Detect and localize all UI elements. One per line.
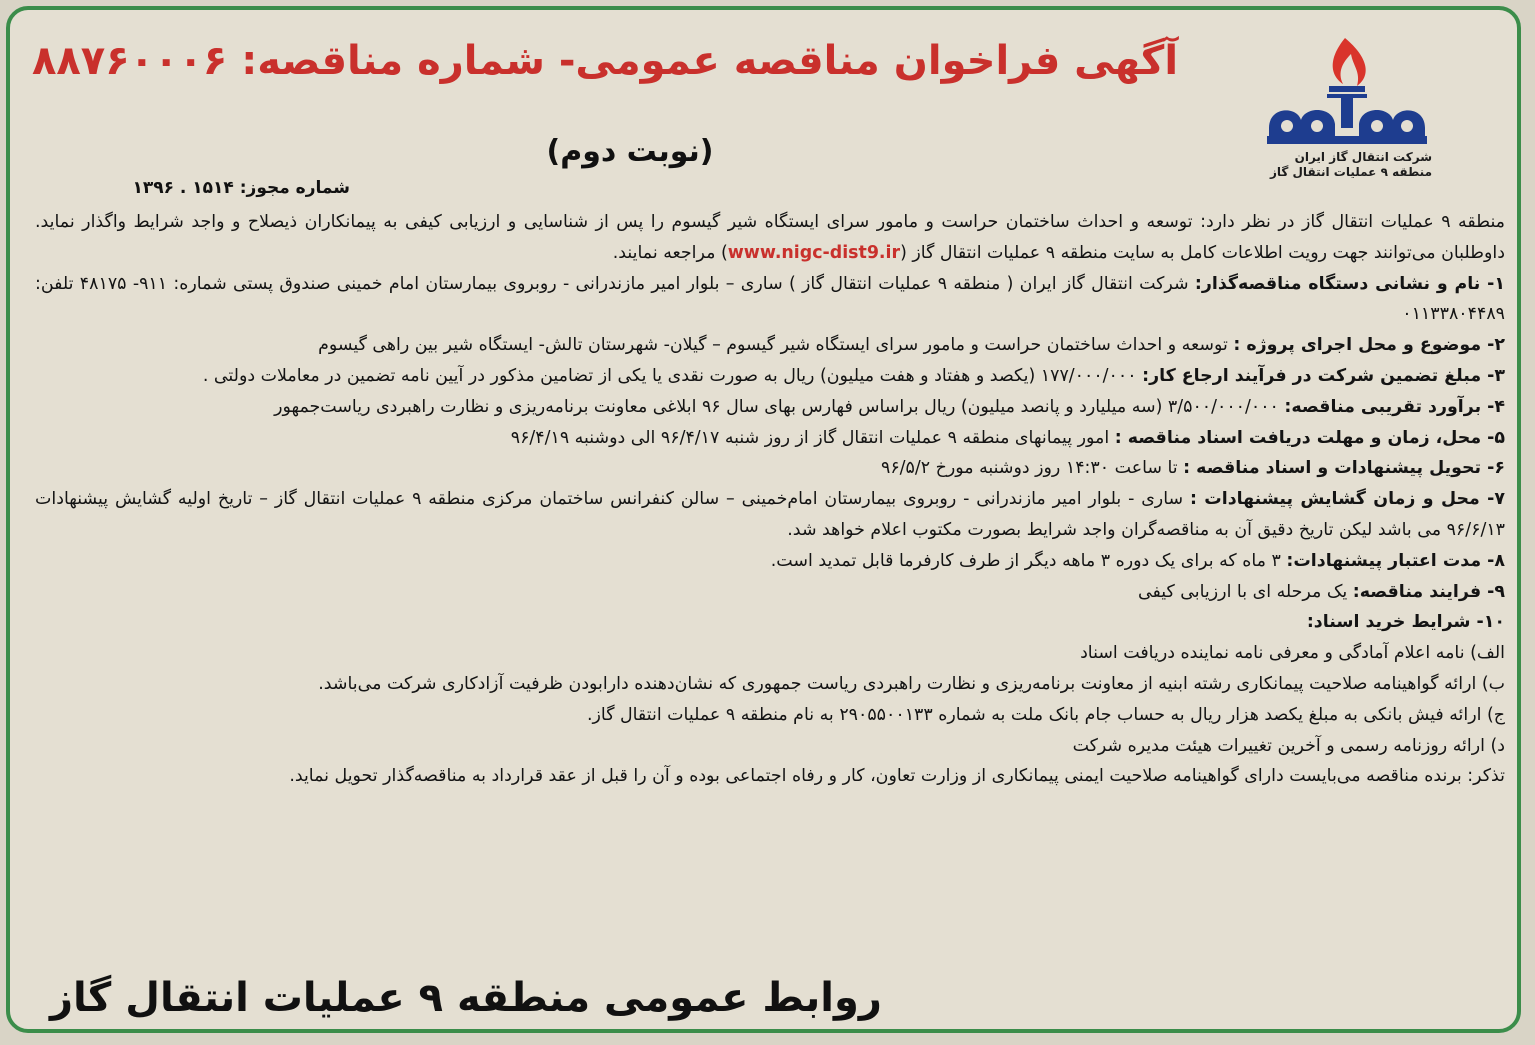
- intro-tail: ) مراجعه نمایند.: [612, 242, 728, 263]
- company-logo: [1252, 32, 1442, 202]
- item-6: [35, 453, 1505, 484]
- item-label: ۱- نام و نشانی دستگاه مناقصه‌گذار:: [1194, 273, 1505, 294]
- item-text: توسعه و احداث ساختمان حراست و مامور سرای ایستگاه شیر گیسوم – گیلان- شهرستان تالش- ایستگاه شیر بین راهی گیسوم: [318, 335, 1228, 356]
- item-label: ۹- فرایند مناقصه:: [1352, 581, 1505, 602]
- item-label: ۲- موضوع و محل اجرای پروژه :: [1233, 335, 1505, 356]
- item-label: ۸- مدت اعتبار پیشنهادات:: [1286, 550, 1505, 571]
- item-2: [35, 330, 1505, 361]
- intro-paragraph: [35, 207, 1505, 269]
- notice-round: (نوبت دوم): [546, 134, 714, 169]
- condition-d: د) ارائه روزنامه رسمی و آخرین تغییرات هیئت مدیره شرکت: [1072, 735, 1505, 756]
- logo-region-name: منطقه ۹ عملیات انتقال گاز: [1269, 165, 1432, 179]
- public-relations-signature: [50, 975, 950, 1021]
- item-5: [35, 423, 1505, 454]
- gas-company-logo-icon: [1257, 32, 1437, 150]
- item-text: ۳ ماه که برای یک دوره ۳ ماهه دیگر از طرف کارفرما قابل تمدید است.: [770, 550, 1281, 571]
- item-label: ۱۰- شرایط خرید اسناد:: [1306, 612, 1505, 633]
- website-link[interactable]: www.nigc-dist9.ir: [727, 242, 901, 263]
- intro-text: منطقه ۹ عملیات انتقال گاز در نظر دارد: توسعه و احداث ساختمان حراست و مامور سرای ایستگاه شیر گیسوم را پس از شناسایی و ارزیابی کیفی به پیمانکاران ذیصلاح و واجد شرایط واگذار نماید. داوطلبان می‌توانند جهت رویت اطلاعات کامل به سایت منطقه ۹ عملیات انتقال گاز (: [35, 212, 1506, 263]
- item-label: ۶- تحویل پیشنهادات و اسناد مناقصه :: [1183, 458, 1505, 479]
- item-7: [35, 484, 1505, 546]
- item-1: [35, 269, 1505, 331]
- item-label: ۷- محل و زمان گشایش پیشنهادات :: [1189, 489, 1505, 510]
- item-10: [35, 607, 1505, 638]
- footer-text: روابط عمومی منطقه ۹ عملیات انتقال گاز: [50, 975, 882, 1021]
- item-text: ۱۷۷/۰۰۰/۰۰۰ (یکصد و هفتاد و هفت میلیون) ریال به صورت نقدی یا یکی از تضامین مذکور در آیین نامه تضمین در معاملات دولتی .: [202, 365, 1137, 386]
- logo-company-name: شرکت انتقال گاز ایران: [1294, 150, 1432, 164]
- notice-body: [35, 207, 1505, 792]
- condition-b: ب) ارائه گواهینامه صلاحیت پیمانکاری رشته ابنیه از معاونت برنامه‌ریزی و نظارت راهبردی ریاست جمهوری که نشان‌دهنده دارابودن ظرفیت آزادکاری شرکت می‌باشد.: [318, 673, 1505, 694]
- item-9: [35, 577, 1505, 608]
- item-text: یک مرحله ای با ارزیابی کیفی: [1137, 581, 1348, 602]
- item-label: ۴- برآورد تقریبی مناقصه:: [1284, 396, 1505, 417]
- item-text: شرکت انتقال گاز ایران ( منطقه ۹ عملیات انتقال گاز ) ساری – بلوار امیر مازندرانی - روبروی بیمارستان امام خمینی صندوق پستی شماره: ۹۱۱- ۴۸۱۷۵ تلفن: ۰۱۱۳۳۸۰۴۴۸۹: [35, 273, 1505, 325]
- note: تذکر: برنده مناقصه می‌بایست دارای گواهینامه صلاحیت ایمنی پیمانکاری از وزارت تعاون، کار و رفاه اجتماعی بوده و آن را قبل از عقد قرارداد به مناقصه‌گذار تحویل نماید.: [289, 766, 1505, 787]
- tender-notice: [6, 6, 1521, 1033]
- item-text: تا ساعت ۱۴:۳۰ روز دوشنبه مورخ ۹۶/۵/۲: [881, 458, 1178, 479]
- item-text: ۳/۵۰۰/۰۰۰/۰۰۰ (سه میلیارد و پانصد میلیون) ریال براساس فهارس بهای سال ۹۶ ابلاغی معاونت برنامه‌ریزی و نظارت راهبردی ریاست‌جمهور: [274, 396, 1279, 417]
- item-text: ساری - بلوار امیر مازندرانی - روبروی بیمارستان امام‌خمینی – سالن کنفرانس ساختمان مرکزی منطقه ۹ عملیات انتقال گاز – تاریخ اولیه گشایش پیشنهادات ۹۶/۶/۱۳ می باشد لیکن تاریخ دقیق آن به مناقصه‌گران واجد شرایط بصورت مکتوب اعلام خواهد شد.: [35, 489, 1505, 540]
- item-3: [35, 361, 1505, 392]
- condition-c: ج) ارائه فیش بانکی به مبلغ یکصد هزار ریال به حساب جام بانک ملت به شماره ۲۹۰۵۵۰۰۱۳۳ به نام منطقه ۹ عملیات انتقال گاز.: [586, 704, 1505, 725]
- item-text: امور پیمانهای منطقه ۹ عملیات انتقال گاز از روز شنبه ۹۶/۴/۱۷ الی دوشنبه ۹۶/۴/۱۹: [510, 427, 1110, 448]
- item-label: ۵- محل، زمان و مهلت دریافت اسناد مناقصه :: [1114, 427, 1505, 448]
- item-4: [35, 392, 1505, 423]
- item-8: [35, 546, 1505, 577]
- item-label: ۳- مبلغ تضمین شرکت در فرآیند ارجاع کار:: [1142, 365, 1505, 386]
- permit-number: شماره مجوز: ۱۵۱۴ . ۱۳۹۶: [132, 178, 350, 198]
- notice-title: آگهی فراخوان مناقصه عمومی- شماره مناقصه: ۸۸۷۶۰۰۰۶: [31, 38, 1179, 84]
- condition-a: الف) نامه اعلام آمادگی و معرفی نامه نماینده دریافت اسناد: [1080, 643, 1505, 664]
